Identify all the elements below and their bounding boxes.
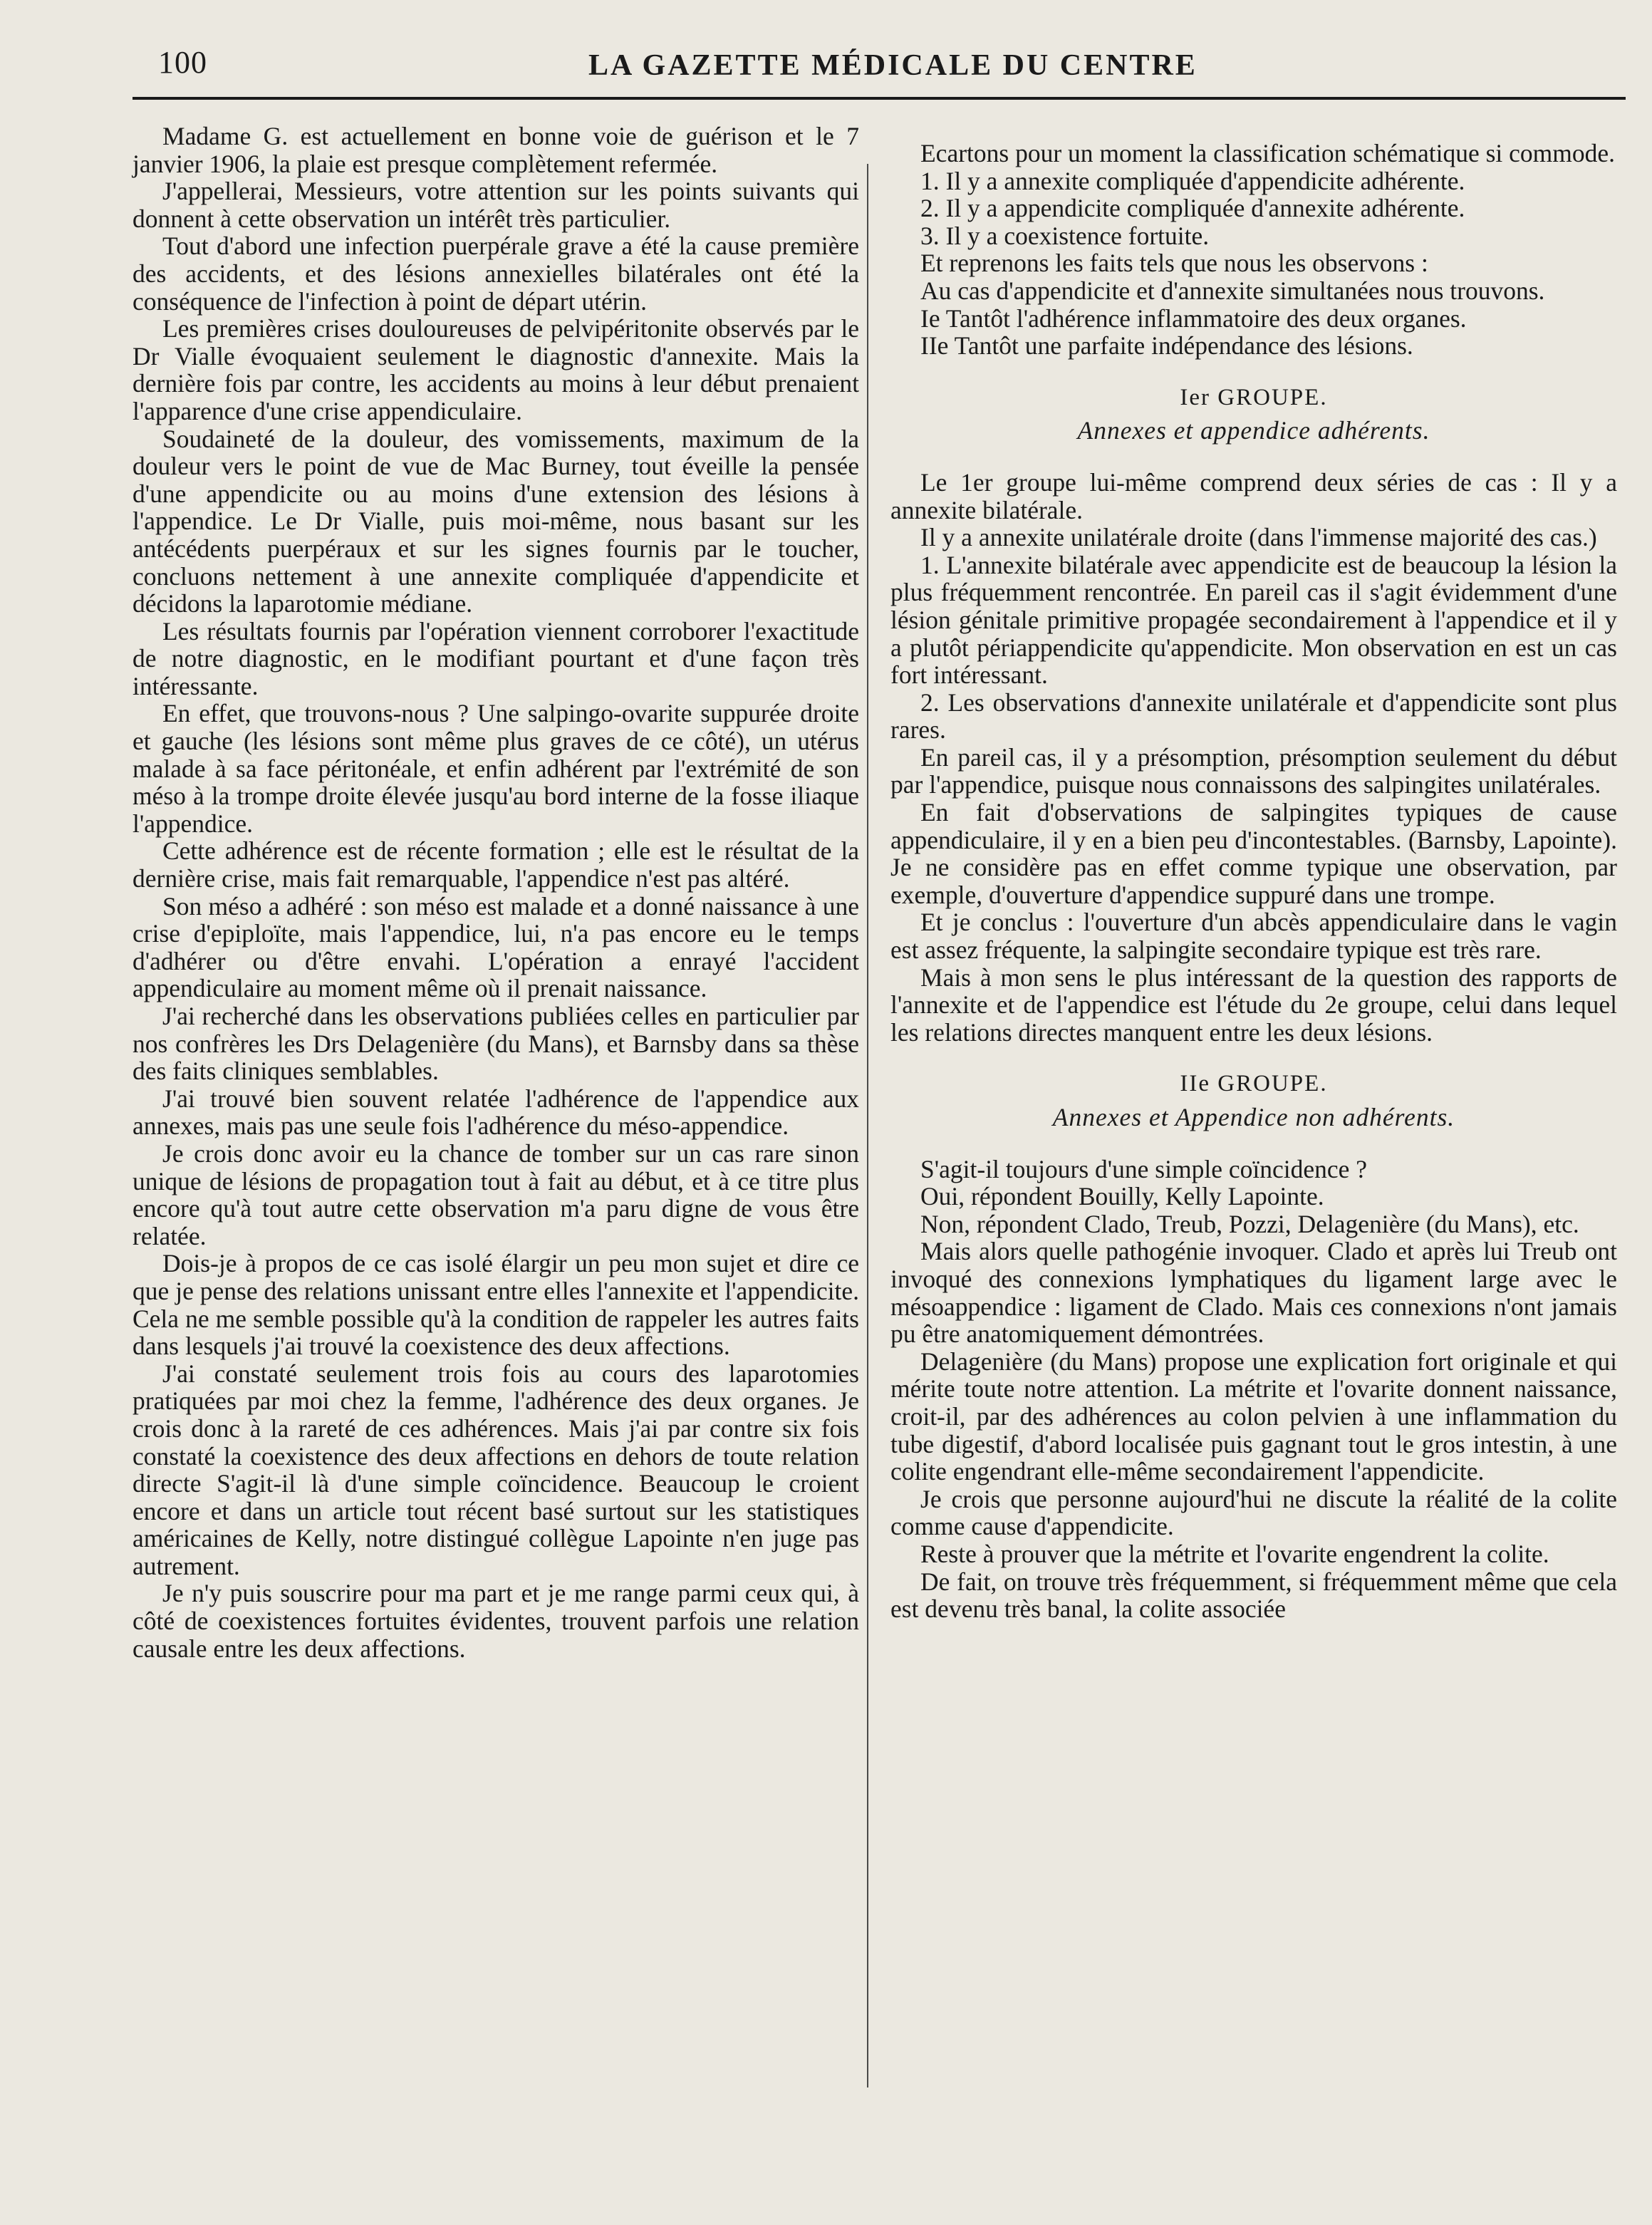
- paragraph: J'ai constaté seulement trois fois au cours des laparotomies pratiquées par moi chez la femme, l'adhérence des deux organes. Je crois donc à la rareté de ces adhérences. Mais j'ai par contre six fois constaté la coexistence des deux affections en dehors de toute relation directe S'agit-il là d'une simple coïncidence. Beaucoup le croient encore et dans un article tout récent basé surtout sur les statistiques américaines de Kelly, notre distingué collègue Lapointe n'en juge pas autrement.: [133, 1359, 859, 1580]
- section-title-group-2: IIe GROUPE.: [1180, 1071, 1328, 1097]
- list-item: IIe Tantôt une parfaite indépendance des lésions.: [920, 331, 1413, 361]
- paragraph: Et reprenons les faits tels que nous les observons :: [920, 249, 1428, 278]
- paragraph: J'ai recherché dans les observations publiées celles en particulier par nos confrères les Drs Delagenière (du Mans), et Barnsby dans sa thèse des faits cliniques semblables.: [133, 1002, 859, 1086]
- paragraph: Son méso a adhéré : son méso est malade et a donné naissance à une crise d'epiploïte, mais l'appendice, lui, n'a pas encore eu le temps d'adhérer ou d'être envahi. L'opération a enrayé l'accident appendiculaire au moment même où il prenait naissance.: [133, 891, 859, 1003]
- paragraph: Les premières crises douloureuses de pelvipéritonite observés par le Dr Vialle évoquaient seulement le diagnostic d'annexite. Mais la dernière fois par contre, les accidents au moins à leur début prenaient l'apparence d'une crise appendiculaire.: [133, 314, 859, 425]
- page-header: [158, 40, 1626, 90]
- paragraph: S'agit-il toujours d'une simple coïncidence ?: [920, 1154, 1367, 1183]
- page-number: 100: [158, 45, 207, 80]
- paragraph: 1. L'annexite bilatérale avec appendicite est de beaucoup la lésion la plus fréquemment rencontrée. En pareil cas il s'agit évidemment d'une lésion génitale primitive propagée secondairement à l'appendice et il y a plutôt périappendicite qu'appendicite. Mon observation en est un cas fort intéressant.: [890, 550, 1617, 690]
- list-item: Ie Tantôt l'adhérence inflammatoire des deux organes.: [920, 304, 1467, 333]
- paragraph: Cette adhérence est de récente formation ; elle est le résultat de la dernière crise, mais fait remarquable, l'appendice n'est pas altéré.: [133, 836, 859, 893]
- paragraph: En fait d'observations de salpingites typiques de cause appendiculaire, il y en a bien peu d'incontestables. (Barnsby, Lapointe). Je ne considère pas en effet comme typique une observation, par exemple, d'ouverture d'appendice suppuré dans une trompe.: [890, 798, 1617, 909]
- paragraph: Les résultats fournis par l'opération viennent corroborer l'exactitude de notre diagnostic, en le modifiant pourtant et d'une façon très intéressante.: [133, 616, 859, 700]
- paragraph: Je n'y puis souscrire pour ma part et je me range parmi ceux qui, à côté de coexistences fortuites évidentes, trouvent parfois une relation causale entre les deux affections.: [133, 1579, 859, 1663]
- running-title: LA GAZETTE MÉDICALE DU CENTRE: [588, 49, 1198, 82]
- column-divider: [867, 164, 868, 2087]
- list-item: 2. Il y a appendicite compliquée d'annexite adhérente.: [920, 194, 1465, 223]
- left-column: [133, 123, 859, 1662]
- section-subtitle-group-2: Annexes et Appendice non adhérents.: [1052, 1103, 1455, 1131]
- section-subtitle-group-1: Annexes et appendice adhérents.: [1077, 416, 1430, 445]
- paragraph: Oui, répondent Bouilly, Kelly Lapointe.: [920, 1182, 1324, 1211]
- paragraph: Delagenière (du Mans) propose une explication fort originale et qui mérite toute notre attention. La métrite et l'ovarite donnent naissance, croit-il, par des adhérences au colon pelvien à une inflammation du tube digestif, d'abord localisée puis gagnant tout le gros intestin, à une colite engendrant elle-même secondairement l'appendicite.: [890, 1347, 1617, 1486]
- right-column: [890, 140, 1617, 1623]
- paragraph: De fait, on trouve très fréquemment, si fréquemment même que cela est devenu très banal, la colite associée: [890, 1567, 1617, 1624]
- paragraph: Reste à prouver que la métrite et l'ovarite engendrent la colite.: [920, 1539, 1549, 1568]
- paragraph: Au cas d'appendicite et d'annexite simultanées nous trouvons.: [920, 276, 1545, 305]
- paragraph: Soudaineté de la douleur, des vomissements, maximum de la douleur vers le point de vue de Mac Burney, tout éveille la pensée d'une appendicite ou au moins d'une extension des lésions à l'appendice. Le Dr Vialle, puis moi-même, nous basant sur les antécédents puerpéraux et sur les signes fournis par le toucher, concluons nettement à une annexite compliquée d'appendicite et décidons la laparotomie médiane.: [133, 424, 859, 618]
- paragraph: Mais alors quelle pathogénie invoquer. Clado et après lui Treub ont invoqué des connexions lymphatiques du ligament large avec le mésoappendice : ligament de Clado. Mais ces connexions n'ont jamais pu être anatomiquement démontrées.: [890, 1237, 1617, 1349]
- paragraph: Madame G. est actuellement en bonne voie de guérison et le 7 janvier 1906, la plaie est presque complètement refermée.: [133, 122, 859, 178]
- paragraph: Et je conclus : l'ouverture d'un abcès appendiculaire dans le vagin est assez fréquente, la salpingite secondaire typique est très rare.: [890, 908, 1617, 965]
- paragraph: Le 1er groupe lui-même comprend deux séries de cas : Il y a annexite bilatérale.: [890, 467, 1617, 524]
- paragraph: Je crois donc avoir eu la chance de tomber sur un cas rare sinon unique de lésions de propagation tout à fait au début, et à ce titre plus encore qu'à tout autre cette observation m'a paru digne de vous être relatée.: [133, 1139, 859, 1250]
- paragraph: Dois-je à propos de ce cas isolé élargir un peu mon sujet et dire ce que je pense des relations unissant entre elles l'annexite et l'appendicite. Cela ne me semble possible qu'à la condition de rappeler les autres faits dans lesquels j'ai trouvé la coexistence des deux affections.: [133, 1249, 859, 1361]
- paragraph: 2. Les observations d'annexite unilatérale et d'appendicite sont plus rares.: [890, 688, 1617, 745]
- paragraph: Ecartons pour un moment la classification schématique si commode.: [920, 139, 1616, 167]
- paragraph: Non, répondent Clado, Treub, Pozzi, Delagenière (du Mans), etc.: [920, 1209, 1579, 1238]
- paragraph: En pareil cas, il y a présomption, présomption seulement du début par l'appendice, puisque nous connaissons des salpingites unilatérales.: [890, 742, 1617, 799]
- paragraph: J'ai trouvé bien souvent relatée l'adhérence de l'appendice aux annexes, mais pas une seule fois l'adhérence du méso-appendice.: [133, 1084, 859, 1141]
- header-rule: [133, 97, 1626, 100]
- intro-block: [890, 140, 1617, 360]
- paragraph: Mais à mon sens le plus intéressant de la question des rapports de l'annexite et de l'appendice est l'étude du 2e groupe, celui dans lequel les relations directes manquent entre les deux lésions.: [890, 963, 1617, 1047]
- paragraph: J'appellerai, Messieurs, votre attention sur les points suivants qui donnent à cette observation un intérêt très particulier.: [133, 177, 859, 233]
- paragraph: Je crois que personne aujourd'hui ne discute la réalité de la colite comme cause d'appendicite.: [890, 1484, 1617, 1541]
- paragraph: Il y a annexite unilatérale droite (dans l'immense majorité des cas.): [920, 523, 1597, 552]
- list-item: 3. Il y a coexistence fortuite.: [920, 221, 1210, 250]
- paragraph: Tout d'abord une infection puerpérale grave a été la cause première des accidents, et des lésions annexielles bilatérales ont été la conséquence de l'infection à point de départ utérin.: [133, 232, 859, 316]
- paragraph: En effet, que trouvons-nous ? Une salpingo-ovarite suppurée droite et gauche (les lésions sont même plus graves de ce côté), un utérus malade à sa face péritonéale, et enfin adhérent par l'extrémité de son méso à la trompe droite élevée jusqu'au bord interne de la fosse iliaque l'appendice.: [133, 699, 859, 838]
- section-title-group-1: Ier GROUPE.: [1180, 384, 1328, 410]
- list-item: 1. Il y a annexite compliquée d'appendicite adhérente.: [920, 166, 1465, 195]
